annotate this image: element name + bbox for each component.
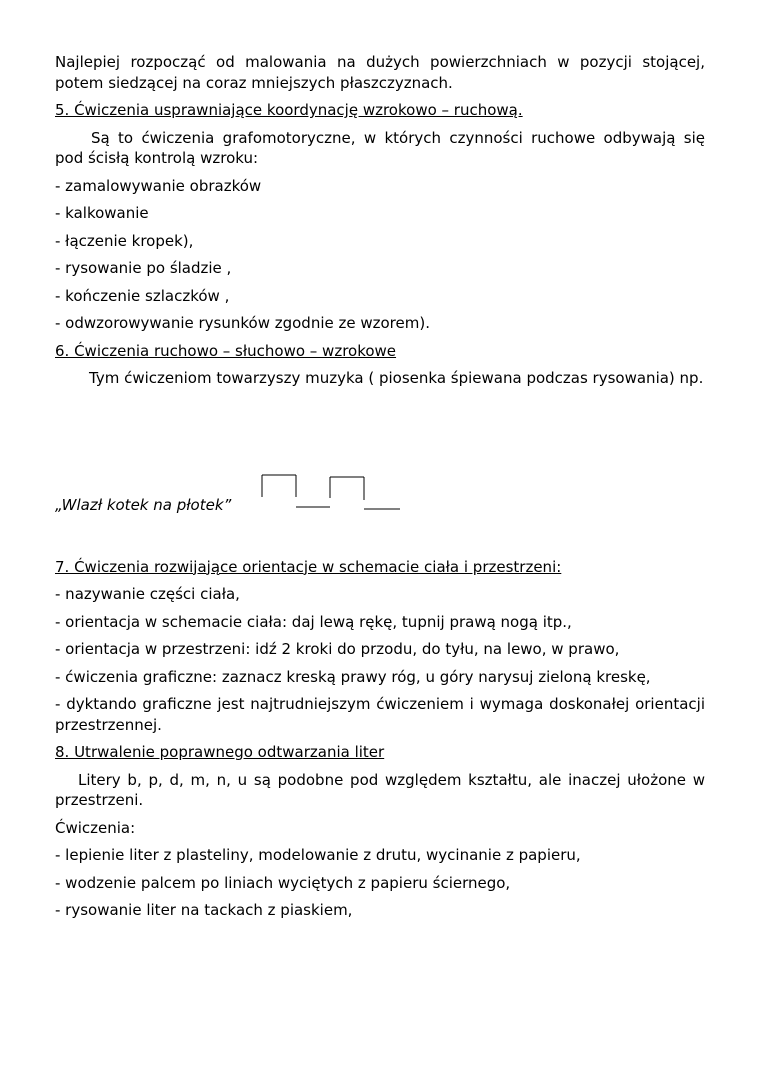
list-item: - odwzorowywanie rysunków zgodnie ze wzorem). (55, 314, 430, 332)
list-item: - kończenie szlaczków , (55, 286, 230, 305)
list-item: - rysowanie liter na tackach z piaskiem, (55, 901, 353, 919)
list-item: - orientacja w przestrzeni: idź 2 kroki do przodu, do tyłu, na lewo, w prawo, (55, 640, 620, 658)
section-6-paragraph: Tym ćwiczeniom towarzyszy muzyka ( piosenka śpiewana podczas rysowania) np. (89, 369, 704, 387)
document-page (55, 52, 705, 928)
exercises-label: Ćwiczenia: (55, 818, 136, 837)
song-example (55, 470, 705, 530)
intro-line-1: Najlepiej rozpocząć od malowania na dużych powierzchniach w pozycji stojącej, (55, 53, 705, 71)
song-title: „Wlazł kotek na płotek” (55, 495, 232, 514)
fence-pattern-drawing (255, 470, 415, 515)
list-item: - lepienie liter z plasteliny, modelowanie z drutu, wycinanie z papieru, (55, 846, 581, 864)
list-item: - dyktando graficzne jest najtrudniejszym ćwiczeniem i wymaga doskonałej orientacji przestrzennej. (55, 695, 705, 734)
list-item: - kalkowanie (55, 204, 149, 222)
list-item: - ćwiczenia graficzne: zaznacz kreską prawy róg, u góry narysuj zieloną kreskę, (55, 667, 651, 686)
list-item: - rysowanie po śladzie , (55, 259, 232, 277)
section-6-heading: 6. Ćwiczenia ruchowo – słuchowo – wzrokowe (55, 341, 397, 360)
section-8-heading: 8. Utrwalenie poprawnego odtwarzania liter (55, 743, 385, 761)
section-8-paragraph: Litery b, p, d, m, n, u są podobne pod względem kształtu, ale inaczej ułożone w przestrzeni. (55, 770, 705, 809)
fence-pattern-icon (262, 475, 400, 509)
list-item: - orientacja w schemacie ciała: daj lewą rękę, tupnij prawą nogą itp., (55, 612, 572, 631)
list-item: - wodzenie palcem po liniach wyciętych z papieru ściernego, (55, 873, 511, 892)
section-5-paragraph: Są to ćwiczenia grafomotoryczne, w których czynności ruchowe odbywają się pod ścisłą kontrolą wzroku: (55, 128, 705, 167)
section-7-heading: 7. Ćwiczenia rozwijające orientacje w schemacie ciała i przestrzeni: (55, 557, 562, 576)
section-5-heading: 5. Ćwiczenia usprawniające koordynację wzrokowo – ruchową. (55, 101, 523, 119)
list-item: - zamalowywanie obrazków (55, 176, 262, 195)
list-item: - nazywanie części ciała, (55, 585, 240, 603)
intro-line-2: potem siedzącej na coraz mniejszych płaszczyznach. (55, 73, 453, 92)
list-item: - łączenie kropek), (55, 231, 194, 250)
